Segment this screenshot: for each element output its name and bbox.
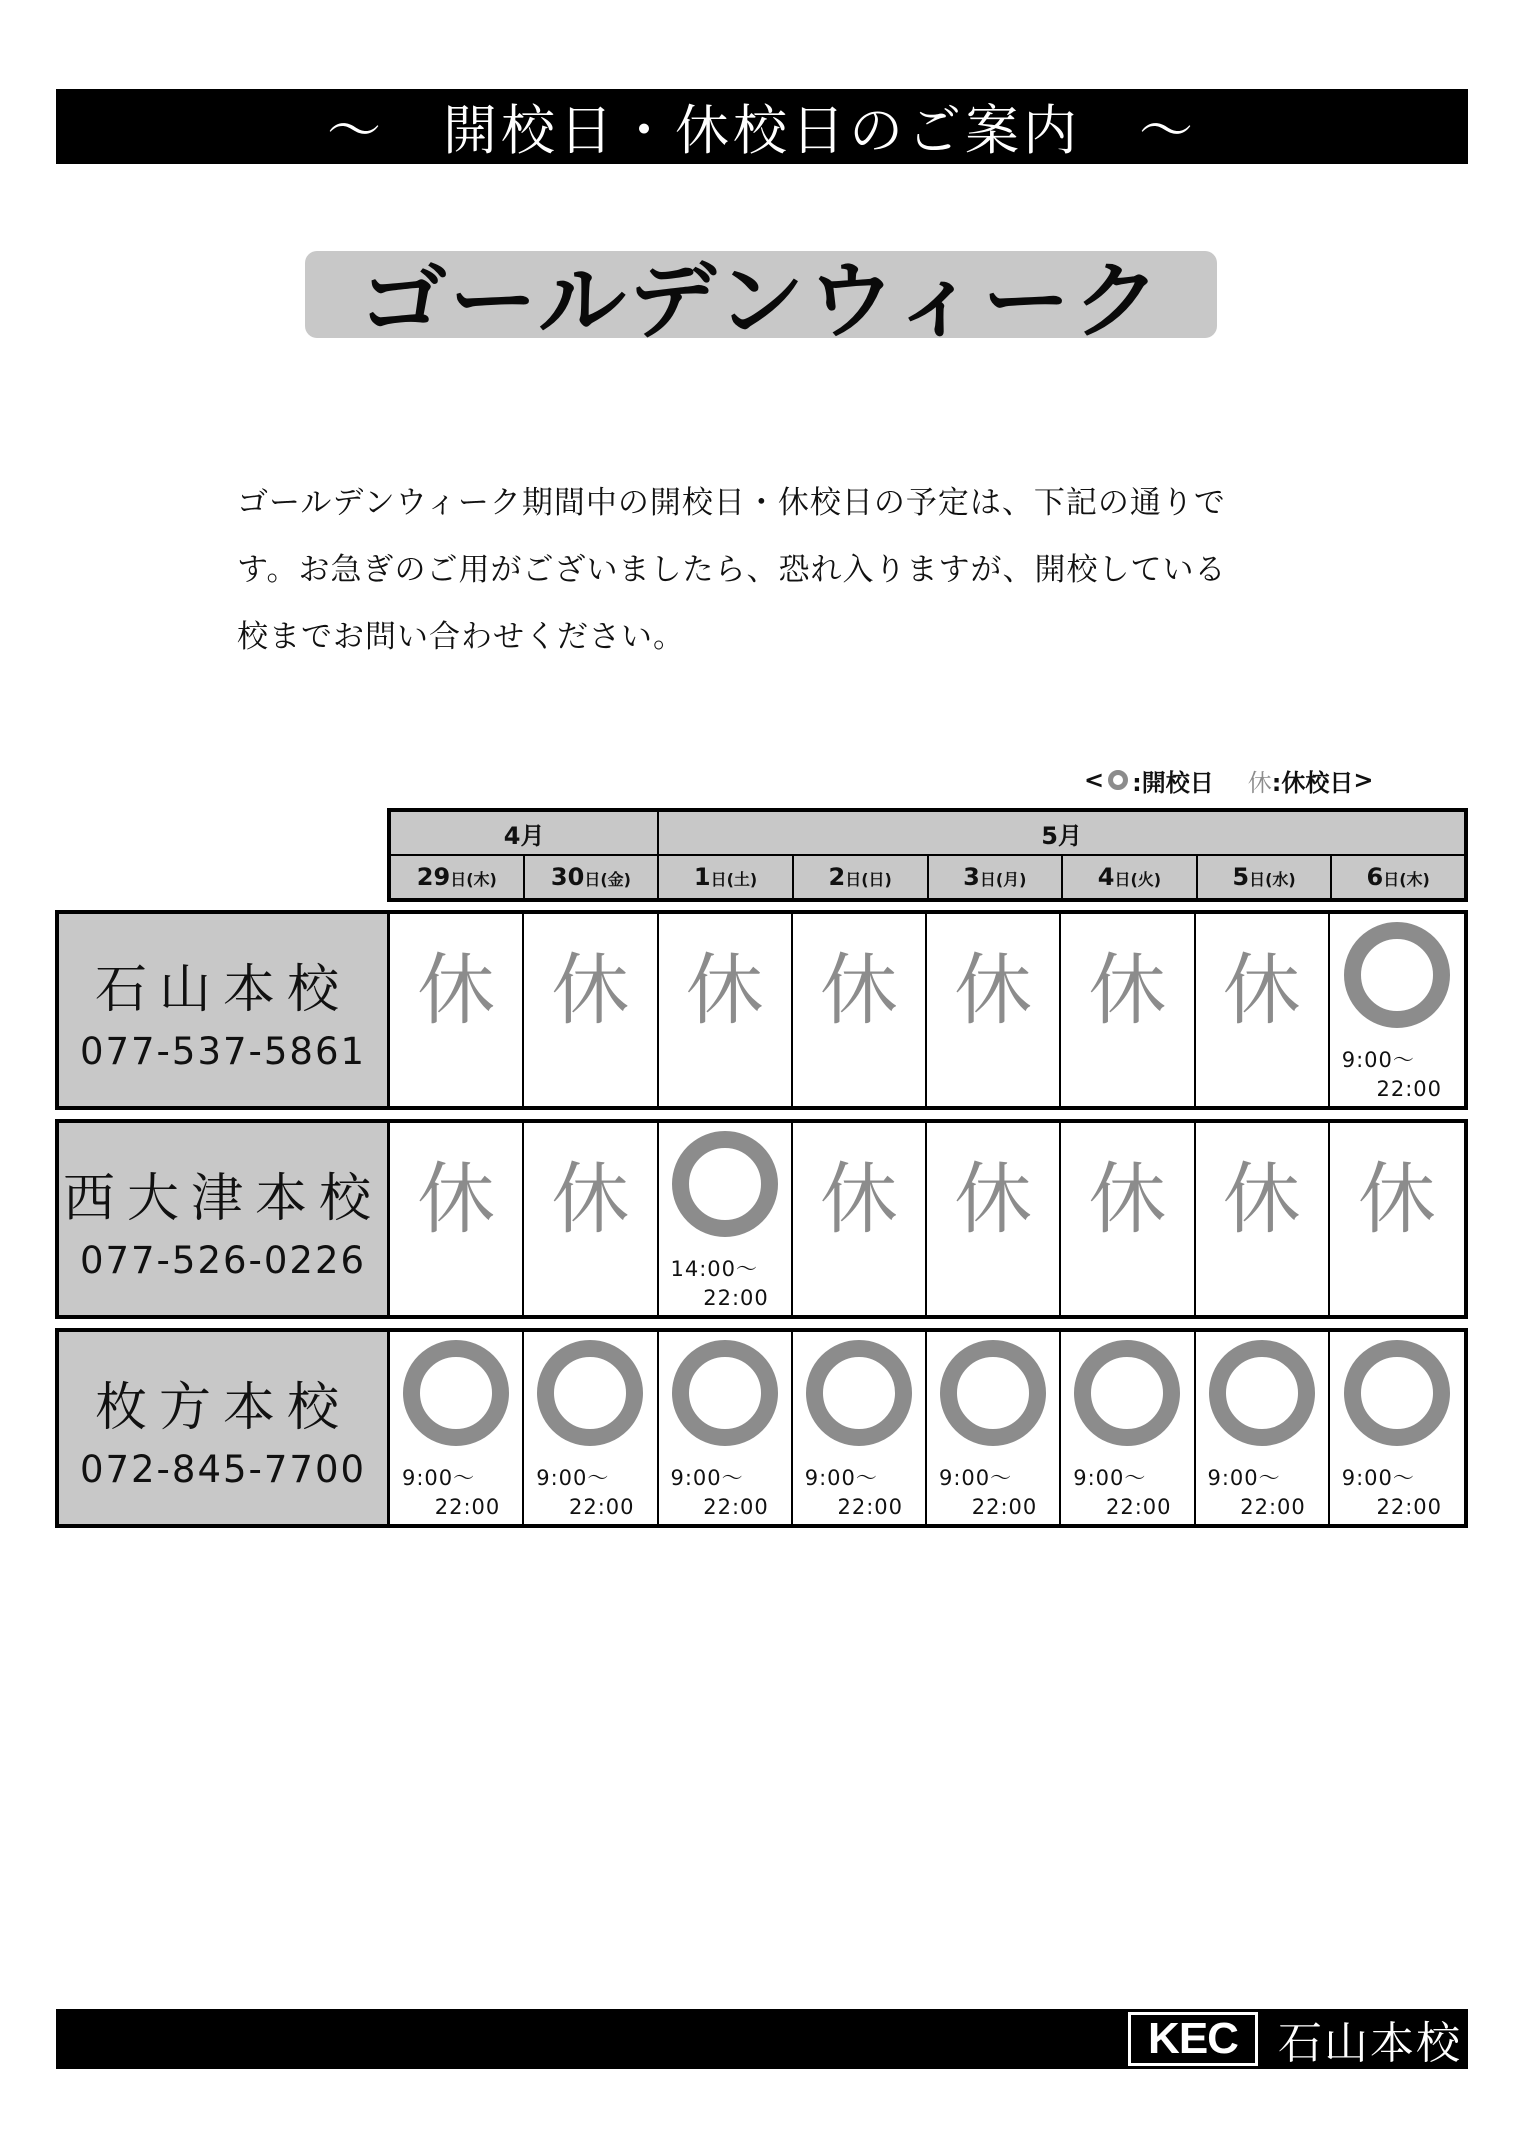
day-number: 3 [963,863,980,891]
closed-mark: 休 [551,1155,630,1245]
day-number: 29 [416,863,451,891]
day-cell-closed [927,914,1061,1106]
banner-box [305,251,1217,350]
open-end-time: 22:00 [703,1495,769,1519]
day-of-week: (土) [726,870,758,889]
day-of-week: (月) [995,870,1027,889]
day-cell-open [1196,1332,1330,1524]
closed-mark: 休 [685,946,764,1036]
day-of-week: (日) [861,870,892,889]
open-start-time: 9:00～ [1341,1048,1415,1072]
open-ring-icon [806,1340,912,1446]
school-name: 枚方本校 [94,1378,351,1438]
header-title: ～ 開校日・休校日のご案内 ～ [327,99,1197,162]
intro-line: 校までお問い合わせください。 [237,619,685,655]
day-unit: 日 [710,870,727,889]
closed-mark: 休 [1357,1155,1436,1245]
day-of-week: (木) [466,870,497,889]
open-end-time: 22:00 [1105,1495,1172,1519]
school-name: 石山本校 [94,960,351,1020]
open-ring-icon [1074,1340,1180,1446]
school-days [390,1332,1464,1524]
day-of-week: (水) [1265,870,1296,889]
day-of-week: (金) [600,870,631,889]
closed-mark: 休 [551,946,630,1036]
day-unit: 日 [584,870,601,889]
closed-mark: 休 [1222,1155,1301,1245]
day-header [1197,855,1332,900]
day-cell-closed [390,914,524,1106]
legend-close-bracket: > [1353,766,1374,794]
open-ring-icon [1209,1340,1315,1446]
day-header [524,855,659,900]
open-start-time: 9:00～ [402,1466,476,1490]
open-start-time: 9:00～ [1073,1466,1147,1490]
month-may: 5月 [658,810,1466,855]
day-cell-closed [524,1123,658,1315]
day-cell-closed [1061,1123,1195,1315]
intro-paragraph [237,470,1327,671]
school-phone: 072-845-7700 [79,1448,367,1491]
day-cell-closed [793,1123,927,1315]
day-cell-closed [1196,914,1330,1106]
day-number: 30 [550,863,585,891]
open-start-time: 9:00～ [536,1466,610,1490]
open-ring-icon [940,1340,1046,1446]
school-row [55,1328,1468,1528]
day-cell-open [793,1332,927,1524]
closed-mark: 休 [417,946,496,1036]
day-number: 4 [1097,863,1115,891]
open-start-time: 9:00～ [804,1466,878,1490]
day-header [928,855,1063,900]
closed-mark: 休 [417,1155,496,1245]
open-start-time: 9:00～ [1341,1466,1415,1490]
closed-mark: 休 [954,1155,1033,1245]
day-header [389,855,524,900]
open-end-time: 22:00 [971,1495,1038,1519]
day-unit: 日 [845,870,862,889]
closed-mark: 休 [819,946,898,1036]
open-end-time: 22:00 [837,1495,903,1519]
open-ring-icon [1344,1340,1450,1446]
open-end-time: 22:00 [703,1286,769,1310]
day-cell-closed [927,1123,1061,1315]
school-days [390,914,1464,1106]
calendar-header [387,808,1468,902]
month-april: 4月 [389,810,658,855]
day-unit: 日 [1383,870,1400,889]
school-name-cell [59,914,390,1106]
closed-mark: 休 [1088,946,1167,1036]
open-start-time: 9:00～ [670,1466,744,1490]
day-cell-open [1061,1332,1195,1524]
day-cell-closed [524,914,658,1106]
legend-closed-label: :休校日 [1271,768,1354,797]
footer-school-name: 石山本校 [1278,2018,1462,2069]
day-header [793,855,928,900]
day-cell-closed [390,1123,524,1315]
day-header [1062,855,1197,900]
day-of-week: (火) [1130,870,1162,889]
intro-line: ゴールデンウィーク期間中の開校日・休校日の予定は、下記の通りで [237,485,1226,521]
closed-mark: 休 [954,946,1033,1036]
open-ring-icon [537,1340,643,1446]
legend-open-label: :開校日 [1132,768,1214,797]
open-start-time: 9:00～ [939,1466,1013,1490]
day-cell-closed [1061,914,1195,1106]
open-ring-icon [1344,922,1450,1028]
header-title-bar [56,89,1468,164]
closed-mark: 休 [819,1155,898,1245]
open-ring-icon [1108,770,1128,790]
open-end-time: 22:00 [1376,1495,1442,1519]
day-cell-open [1330,1332,1464,1524]
day-cell-open [524,1332,658,1524]
school-row [55,910,1468,1110]
open-start-time: 14:00～ [670,1257,759,1281]
open-ring-icon [403,1340,509,1446]
day-header [658,855,793,900]
open-end-time: 22:00 [1240,1495,1306,1519]
school-phone: 077-537-5861 [79,1030,367,1073]
day-cell-open [927,1332,1061,1524]
day-unit: 日 [450,870,467,889]
day-header [1331,855,1466,900]
closed-mark: 休 [1222,946,1301,1036]
kec-logo: KEC [1128,2012,1258,2066]
school-name: 西大津本校 [62,1169,383,1229]
day-number: 6 [1366,863,1384,891]
day-number: 1 [693,863,711,891]
open-end-time: 22:00 [568,1495,635,1519]
school-name-cell [59,1332,390,1524]
day-cell-closed [1196,1123,1330,1315]
open-end-time: 22:00 [434,1495,501,1519]
school-days [390,1123,1464,1315]
legend-open-bracket: < [1084,766,1105,794]
open-ring-icon [672,1340,778,1446]
day-cell-closed [1330,1123,1464,1315]
day-of-week: (木) [1399,870,1430,889]
open-start-time: 9:00～ [1207,1466,1281,1490]
day-unit: 日 [979,870,996,889]
legend [1084,760,1373,800]
school-row [55,1119,1468,1319]
intro-line: す。お急ぎのご用がございましたら、恐れ入りますが、開校している [237,552,1227,588]
day-cell-open [390,1332,524,1524]
open-ring-icon [672,1131,778,1237]
day-cell-open [1330,914,1464,1106]
day-cell-open [659,1332,793,1524]
day-unit: 日 [1249,870,1266,889]
day-cell-open [659,1123,793,1315]
day-number: 5 [1232,863,1250,891]
legend-closed-mark: 休 [1247,768,1272,797]
school-name-cell [59,1123,390,1315]
closed-mark: 休 [1088,1155,1167,1245]
day-cell-closed [793,914,927,1106]
day-number: 2 [828,863,846,891]
banner-title: ゴールデンウィーク [359,252,1163,350]
open-end-time: 22:00 [1376,1077,1442,1101]
day-cell-closed [659,914,793,1106]
day-unit: 日 [1114,870,1131,889]
school-phone: 077-526-0226 [79,1239,367,1282]
